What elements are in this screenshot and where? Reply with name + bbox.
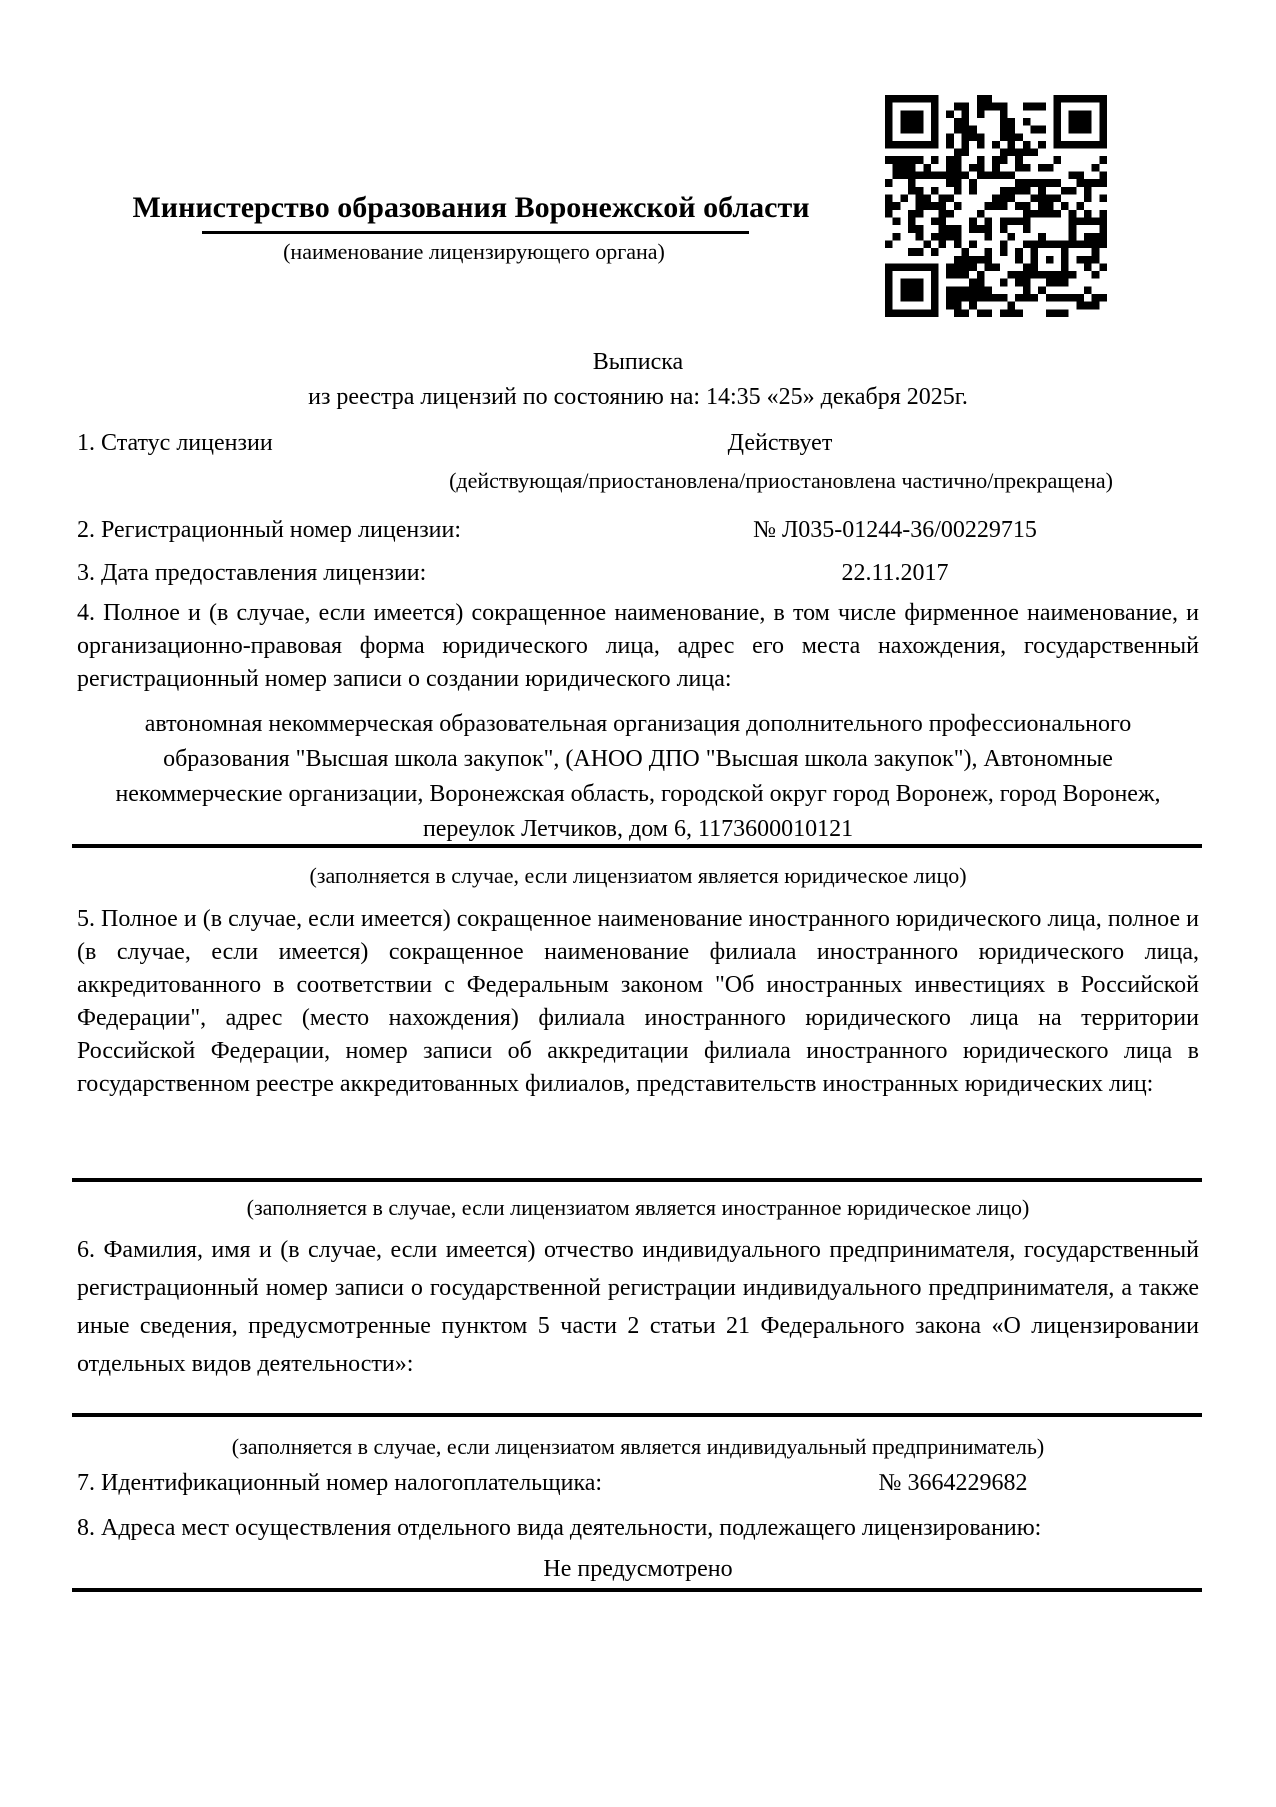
section-divider-2 (72, 1178, 1202, 1182)
section-divider-1 (72, 844, 1202, 848)
item3-label: 3. Дата предоставления лицензии: (77, 560, 427, 586)
authority-name: Министерство образования Воронежской области (132, 191, 810, 224)
item5-text: 5. Полное и (в случае, если имеется) сокращенное наименование иностранного юридического лица, полное и (в случае, если имеется) сокращенное наименование филиала иностранного юридического лица, аккредитованного в соответствии с Федеральным законом "Об иностранных инвестициях в Российской Федерации", адрес (место нахождения) филиала иностранного юридического лица на территории Российской Федерации, номер записи об аккредитации филиала иностранного юридического лица в государственном реестре аккредитованных филиалов, представительств иностранных юридических лиц: (77, 906, 1199, 1097)
item5-caption: (заполняется в случае, если лицензиатом является иностранное юридическое лицо) (246, 1195, 1030, 1220)
item6-text: 6. Фамилия, имя и (в случае, если имеется) отчество индивидуального предпринимателя, государственный регистрационный номер записи о государственной регистрации индивидуального предпринимателя, а также иные сведения, предусмотренные пунктом 5 части 2 статьи 21 Федерального закона «О лицензировании отдельных видов деятельности»: (77, 1237, 1199, 1377)
item4-value-organization: автономная некоммерческая образовательная организация дополнительного профессионального образования "Высшая школа закупок", (АНОО ДПО "Высшая школа закупок"), Автономные некоммерческие организации, Воронежская область, городской округ город Воронеж, город Воронеж, переулок Летчиков, дом 6, 1173600010121 (115, 711, 1161, 842)
item2-value-reg-number: № Л035-01244-36/00229715 (753, 517, 1037, 543)
item1-caption: (действующая/приостановлена/приостановлена частично/прекращена) (449, 468, 1113, 493)
item1-label: 1. Статус лицензии (77, 430, 273, 456)
item2-label: 2. Регистрационный номер лицензии: (77, 517, 462, 543)
section-divider-3 (72, 1413, 1202, 1417)
item3-value-date: 22.11.2017 (841, 560, 949, 586)
extract-title: Выписка (592, 349, 684, 375)
item8-label: 8. Адреса мест осуществления отдельного вида деятельности, подлежащего лицензированию: (77, 1515, 1042, 1541)
item8-value-not-provided: Не предусмотрено (543, 1556, 733, 1582)
authority-caption: (наименование лицензирующего органа) (283, 239, 665, 264)
item1-value-status: Действует (727, 430, 833, 456)
item7-value-inn: № 3664229682 (878, 1470, 1028, 1496)
authority-underline (202, 231, 749, 234)
section-divider-4 (72, 1588, 1202, 1592)
qr-code (885, 95, 1107, 317)
item4-text: 4. Полное и (в случае, если имеется) сокращенное наименование, в том числе фирменное наименование, и организационно-правовая форма юридического лица, адрес его места нахождения, государственный регистрационный номер записи о создании юридического лица: (77, 600, 1199, 692)
extract-subtitle: из реестра лицензий по состоянию на: 14:35 «25» декабря 2025г. (308, 384, 968, 410)
item7-label: 7. Идентификационный номер налогоплательщика: (77, 1470, 603, 1496)
item6-caption: (заполняется в случае, если лицензиатом является индивидуальный предприниматель) (231, 1434, 1045, 1459)
item4-caption: (заполняется в случае, если лицензиатом является юридическое лицо) (309, 863, 967, 888)
